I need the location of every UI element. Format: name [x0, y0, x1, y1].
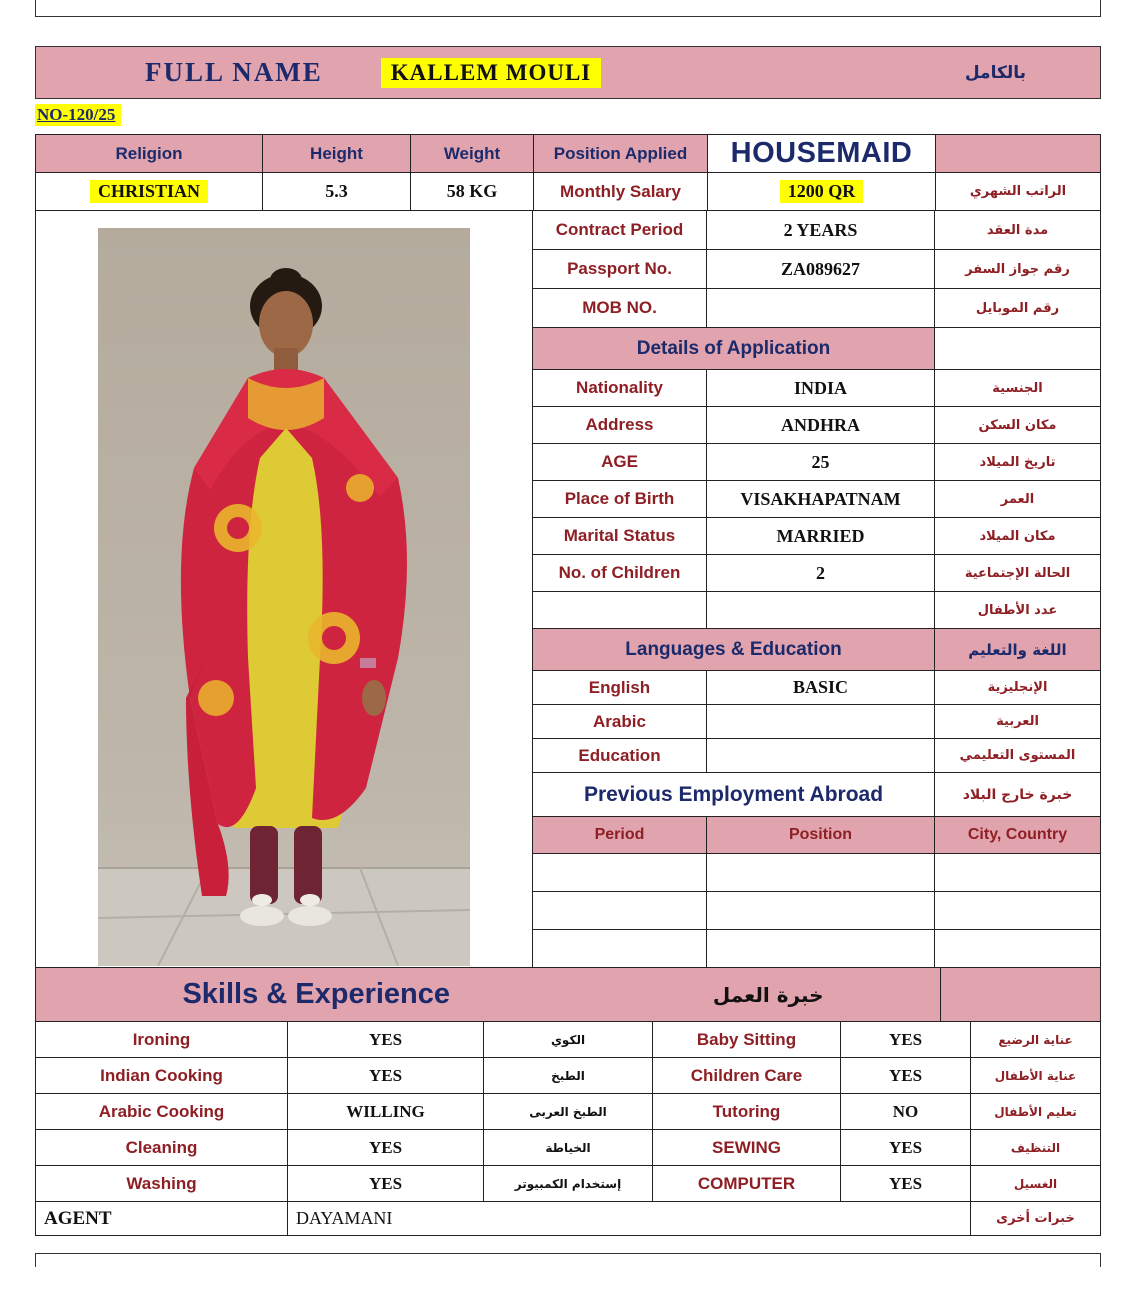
height-header-cell: [263, 135, 411, 173]
application-value: 25: [811, 451, 830, 472]
skill-right-label: Tutoring: [712, 1101, 781, 1121]
language-arabic-cell: [935, 705, 1100, 739]
skill-left-value: WILLING: [346, 1101, 425, 1121]
skill-left-label: Ironing: [132, 1029, 191, 1049]
languages-title: Languages & Education: [625, 638, 842, 660]
employment-period-cell: [533, 930, 707, 968]
skill-arabic-mid: الخياطة: [545, 1140, 591, 1155]
agent-arabic-label: خبرات أخرى: [996, 1211, 1075, 1226]
info-value: ZA089627: [780, 258, 860, 279]
info-value-cell: [707, 250, 935, 289]
next-table-edge: [35, 1253, 1101, 1267]
skill-arabic-right-cell: [971, 1022, 1100, 1058]
language-label-cell: [533, 739, 707, 773]
skill-row: [36, 1130, 1100, 1166]
agent-value-cell: [288, 1202, 971, 1235]
salary-value: 1200 QR: [780, 180, 864, 203]
religion-header-cell: [36, 135, 263, 173]
weight-header-label: Weight: [443, 143, 501, 163]
skill-left-label: Cleaning: [125, 1137, 198, 1157]
employment-col-period: [533, 817, 707, 854]
application-label-cell: [533, 518, 707, 555]
skill-right-value: YES: [888, 1029, 923, 1049]
skill-right-label-cell: [653, 1166, 841, 1202]
application-arabic-cell: [935, 481, 1100, 518]
application-value-cell: [707, 481, 935, 518]
skill-arabic-mid-cell: [484, 1094, 653, 1130]
application-label: No. of Children: [558, 563, 681, 582]
skill-arabic-right: تعليم الأطفال: [994, 1104, 1077, 1119]
language-value-cell: [707, 705, 935, 739]
info-label-cell: [533, 289, 707, 328]
application-arabic-label: مكان السكن: [978, 417, 1057, 433]
details-panel: [533, 211, 1100, 968]
top-values-row: [36, 173, 1100, 211]
religion-header-label: Religion: [115, 143, 183, 163]
skills-header-left-cell: [36, 968, 941, 1022]
skill-left-label-cell: [36, 1094, 288, 1130]
employment-title: Previous Employment Abroad: [583, 782, 884, 806]
language-label: Education: [578, 745, 661, 765]
info-arabic-cell: [935, 289, 1100, 328]
application-arabic-cell: [935, 518, 1100, 555]
employment-col-position-label: Position: [788, 826, 853, 843]
skill-left-value: YES: [368, 1173, 403, 1193]
employment-row: [533, 892, 1100, 930]
application-label-cell: [533, 370, 707, 407]
language-label: Arabic: [593, 711, 646, 731]
skill-right-value: YES: [888, 1065, 923, 1085]
employment-col-period-label: Period: [594, 826, 645, 843]
application-arabic-label: تاريخ الميلاد: [979, 454, 1056, 470]
skill-arabic-mid-cell: [484, 1022, 653, 1058]
employment-position-cell: [707, 892, 935, 930]
position-applied-label: Position Applied: [553, 143, 688, 163]
skill-left-value: YES: [368, 1065, 403, 1085]
skill-right-label: Baby Sitting: [696, 1029, 797, 1049]
application-row: [533, 592, 1100, 629]
language-row: [533, 705, 1100, 739]
application-value-cell: [707, 555, 935, 592]
language-value: BASIC: [792, 677, 849, 697]
position-value: HOUSEMAID: [730, 137, 913, 169]
application-arabic-cell: [935, 407, 1100, 444]
skill-left-label-cell: [36, 1166, 288, 1202]
skills-header-row: [36, 968, 1100, 1022]
employment-col-city-label: City, Country: [967, 826, 1068, 843]
salary-label: Monthly Salary: [560, 181, 681, 201]
application-arabic-label: عدد الأطفال: [977, 602, 1058, 618]
language-row: [533, 739, 1100, 773]
skill-left-label: Arabic Cooking: [98, 1101, 225, 1121]
skill-row: [36, 1058, 1100, 1094]
employment-period-cell: [533, 892, 707, 930]
skill-arabic-mid-cell: [484, 1058, 653, 1094]
language-arabic-label: المستوى التعليمي: [959, 748, 1076, 763]
application-row: [533, 444, 1100, 481]
skill-arabic-right: عناية الرضيع: [998, 1032, 1073, 1047]
language-value-cell: [707, 671, 935, 705]
application-header-row: [533, 328, 1100, 370]
skill-arabic-right: عناية الأطفال: [994, 1068, 1077, 1083]
skill-right-label-cell: [653, 1094, 841, 1130]
info-arabic-label: مدة العقد: [986, 222, 1049, 238]
application-arabic-label: العمر: [1000, 491, 1035, 507]
application-row: [533, 555, 1100, 592]
application-value-cell: [707, 444, 935, 481]
application-arabic-cell: [935, 592, 1100, 629]
language-arabic-label: العربية: [996, 714, 1039, 729]
language-arabic-label: الإنجليزية: [987, 680, 1048, 695]
languages-title-cell: [533, 629, 935, 671]
applicant-photo: [98, 228, 470, 966]
agent-label: AGENT: [44, 1207, 112, 1229]
skill-left-label-cell: [36, 1058, 288, 1094]
skill-right-value: YES: [888, 1137, 923, 1157]
languages-title-arabic-cell: [935, 629, 1100, 671]
application-label-cell: [533, 555, 707, 592]
religion-value: CHRISTIAN: [90, 180, 208, 203]
employment-position-cell: [707, 854, 935, 892]
application-arabic-cell: [935, 444, 1100, 481]
application-title-cell: [533, 328, 935, 370]
application-label: Address: [585, 415, 654, 434]
application-value: MARRIED: [776, 525, 865, 546]
agent-row: [36, 1202, 1100, 1235]
skill-left-label-cell: [36, 1130, 288, 1166]
skill-left-label-cell: [36, 1022, 288, 1058]
employment-title-cell: [533, 773, 935, 817]
application-value-cell: [707, 592, 935, 629]
employment-columns-row: [533, 817, 1100, 854]
weight-header-cell: [411, 135, 534, 173]
salary-label-cell: [534, 173, 708, 211]
employment-city-cell: [935, 854, 1100, 892]
skills-title-arabic: خبرة العمل: [712, 982, 824, 1007]
skill-arabic-right: الغسيل: [1013, 1176, 1058, 1191]
employment-city-cell: [935, 892, 1100, 930]
employment-col-position: [707, 817, 935, 854]
skill-arabic-right: التنظيف: [1010, 1140, 1061, 1155]
skill-left-value: YES: [368, 1137, 403, 1157]
info-arabic-cell: [935, 211, 1100, 250]
employment-position-cell: [707, 930, 935, 968]
application-value: 2: [816, 562, 825, 583]
application-arabic-cell: [935, 555, 1100, 592]
employment-period-cell: [533, 854, 707, 892]
document-sheet: [35, 0, 1101, 1267]
info-row: [533, 250, 1100, 289]
skill-right-value-cell: [841, 1094, 971, 1130]
info-arabic-label: رقم الموبايل: [975, 300, 1060, 316]
application-label: Nationality: [576, 378, 663, 397]
skills-title: Skills & Experience: [182, 978, 451, 1010]
skill-left-value-cell: [288, 1058, 484, 1094]
language-label-cell: [533, 705, 707, 739]
employment-col-city: [935, 817, 1100, 854]
skill-arabic-mid-cell: [484, 1166, 653, 1202]
info-arabic-cell: [935, 250, 1100, 289]
application-value-cell: [707, 370, 935, 407]
height-value: 5.3: [325, 181, 348, 201]
application-label: Place of Birth: [564, 489, 675, 508]
info-value-cell: [707, 211, 935, 250]
skill-arabic-right-cell: [971, 1058, 1100, 1094]
main-table: [35, 134, 1101, 1236]
language-arabic-cell: [935, 739, 1100, 773]
skill-left-value: YES: [368, 1029, 403, 1049]
position-value-cell: [708, 135, 936, 173]
language-label-cell: [533, 671, 707, 705]
application-arabic-label: مكان الميلاد: [979, 528, 1056, 544]
skill-right-label: COMPUTER: [697, 1173, 796, 1193]
skill-left-label: Indian Cooking: [100, 1065, 223, 1085]
application-arabic-label: الحالة الإجتماعية: [964, 565, 1071, 581]
skill-right-value-cell: [841, 1166, 971, 1202]
weight-value-cell: [411, 173, 534, 211]
language-row: [533, 671, 1100, 705]
salary-arabic-cell: [936, 173, 1100, 211]
skill-left-label: Washing: [126, 1173, 197, 1193]
employment-header-row: [533, 773, 1100, 817]
skill-left-value-cell: [288, 1166, 484, 1202]
weight-value: 58 KG: [446, 181, 498, 201]
full-name-value: KALLEM MOULI: [381, 58, 601, 88]
skill-arabic-mid: الكوي: [550, 1032, 586, 1047]
employment-title-arabic: خبرة خارج البلاد: [962, 786, 1073, 803]
skill-right-value-cell: [841, 1130, 971, 1166]
religion-value-cell: [36, 173, 263, 211]
info-value-cell: [707, 289, 935, 328]
skill-arabic-mid: الطبخ: [551, 1068, 585, 1083]
application-label-cell: [533, 592, 707, 629]
full-name-arabic-label: بالكامل: [964, 62, 1026, 83]
application-label: AGE: [601, 452, 638, 471]
agent-arabic-cell: [971, 1202, 1100, 1235]
info-label-cell: [533, 250, 707, 289]
previous-table-edge: [35, 0, 1101, 17]
language-label: English: [588, 677, 651, 697]
skill-arabic-right-cell: [971, 1166, 1100, 1202]
info-label: MOB NO.: [582, 298, 657, 317]
language-value-cell: [707, 739, 935, 773]
application-row: [533, 407, 1100, 444]
skill-right-label-cell: [653, 1130, 841, 1166]
application-row: [533, 370, 1100, 407]
skill-right-value: NO: [892, 1101, 919, 1121]
skill-right-label: Children Care: [690, 1065, 803, 1085]
info-label: Passport No.: [567, 259, 672, 278]
application-value-cell: [707, 407, 935, 444]
full-name-label: FULL NAME: [145, 57, 323, 87]
skill-row: [36, 1094, 1100, 1130]
application-value-cell: [707, 518, 935, 555]
skills-header-right-cell: [941, 968, 1100, 1022]
body-row: [36, 211, 1100, 968]
language-arabic-cell: [935, 671, 1100, 705]
agent-label-cell: [36, 1202, 288, 1235]
application-arabic-label: الجنسية: [992, 380, 1043, 396]
height-header-label: Height: [310, 143, 363, 163]
application-label: Marital Status: [563, 526, 676, 545]
employment-row: [533, 854, 1100, 892]
skill-arabic-right-cell: [971, 1094, 1100, 1130]
position-applied-cell: [534, 135, 708, 173]
application-title: Details of Application: [636, 337, 831, 359]
salary-value-cell: [708, 173, 936, 211]
skill-arabic-mid: الطبخ العربى: [529, 1104, 607, 1119]
reference-number: NO-120/25: [35, 104, 121, 126]
photo-cell: [36, 211, 533, 968]
skill-right-label-cell: [653, 1022, 841, 1058]
reference-line: [35, 104, 1101, 126]
application-value: VISAKHAPATNAM: [740, 488, 901, 509]
employment-row: [533, 930, 1100, 968]
skill-right-label: SEWING: [712, 1137, 781, 1157]
application-value: INDIA: [793, 377, 847, 398]
info-label: Contract Period: [555, 220, 684, 239]
skill-arabic-mid: إستخدام الكمبيوتر: [514, 1176, 622, 1191]
agent-value: DAYAMANI: [296, 1208, 393, 1228]
skill-row: [36, 1022, 1100, 1058]
full-name-bar: [35, 46, 1101, 99]
skill-right-value: YES: [888, 1173, 923, 1193]
languages-header-row: [533, 629, 1100, 671]
info-row: [533, 211, 1100, 250]
height-value-cell: [263, 173, 411, 211]
info-row: [533, 289, 1100, 328]
application-header-right-cell: [935, 328, 1100, 370]
top-header-arabic-cell: [936, 135, 1100, 173]
salary-arabic-label: الراتب الشهري: [969, 184, 1067, 199]
skill-right-value-cell: [841, 1022, 971, 1058]
skill-right-label-cell: [653, 1058, 841, 1094]
application-row: [533, 481, 1100, 518]
info-label-cell: [533, 211, 707, 250]
application-label-cell: [533, 407, 707, 444]
skill-arabic-mid-cell: [484, 1130, 653, 1166]
employment-city-cell: [935, 930, 1100, 968]
skill-left-value-cell: [288, 1022, 484, 1058]
application-arabic-cell: [935, 370, 1100, 407]
application-row: [533, 518, 1100, 555]
info-arabic-label: رقم جواز السفر: [965, 261, 1070, 277]
info-value: 2 YEARS: [783, 219, 858, 240]
languages-title-arabic: اللغة والتعليم: [968, 640, 1067, 659]
top-header-row: [36, 135, 1100, 173]
skill-left-value-cell: [288, 1130, 484, 1166]
application-label-cell: [533, 444, 707, 481]
skill-left-value-cell: [288, 1094, 484, 1130]
skill-row: [36, 1166, 1100, 1202]
application-label-cell: [533, 481, 707, 518]
skill-arabic-right-cell: [971, 1130, 1100, 1166]
skill-right-value-cell: [841, 1058, 971, 1094]
employment-title-arabic-cell: [935, 773, 1100, 817]
application-value: ANDHRA: [781, 414, 860, 435]
